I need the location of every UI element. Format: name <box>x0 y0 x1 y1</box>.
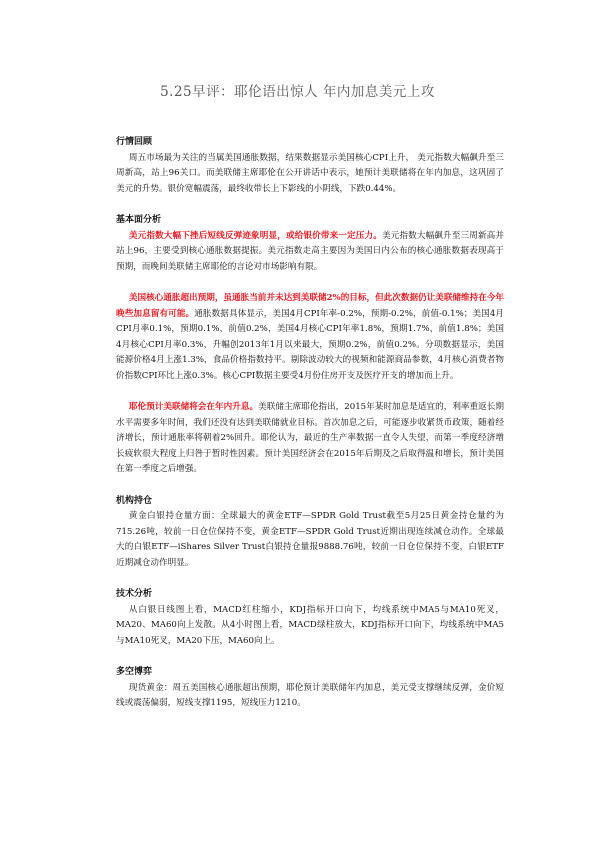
section-long-short-game <box>116 665 504 712</box>
paragraph-text: 周五市场最为关注的当属美国通胀数据，结果数据显示美国核心CPI上升， 美元指数大幅飙升至三周新高，站上96关口。而美联储主席耶伦在公开讲话中表示，她预计美联储将在年内加息，这巩固了美元的升势。银价宽幅震荡，最终收带长上下影线的小阴线，下跌0.44%。 <box>116 152 504 194</box>
paragraph <box>116 151 504 198</box>
paragraph <box>116 681 504 712</box>
section-fundamental-analysis <box>116 213 504 478</box>
paragraph-text: 通胀数据具体显示，美国4月CPI年率-0.2%，预期-0.2%，前值-0.1%；美国4月CPI月率0.1%，预期0.1%，前值0.2%，美国4月核心CPI年率1.8%，预期1.7%，前值1.8%；美国4月核心CPI月率0.3%，升幅创2013年1月以来最大，预期0.2%，前值0.2%。分项数据显示，美国能源价格4月上涨1.3%，食品价格指数持平。剔除波动较大的视频和能源商品参数，4月核心消费者物价指数CPI环比上涨0.3%。核心CPI数据主要受4月份住房开支及医疗开支的增加而上升。 <box>116 308 504 381</box>
paragraph <box>116 291 504 385</box>
paragraph-text: 黄金白银持仓量方面：全球最大的黄金ETF—SPDR Gold Trust截至5月25日黄金持仓量约为715.26吨，较前一日仓位保持不变，黄金ETF—SPDR Gold Trust近期出现连续减仓动作。全球最大的白银ETF—iShares Silver Trust白银持仓量报9888.76吨，较前一日仓位保持不变，白银ETF近期减仓动作明显。 <box>116 511 504 569</box>
paragraph-lead: 美元指数大幅下挫后短线反弹迹象明显，或给银价带来一定压力。 <box>128 230 382 241</box>
paragraph-lead: 耶伦预计美联储将会在年内升息。 <box>128 402 259 413</box>
paragraph <box>116 603 504 650</box>
section-institutional-holdings <box>116 494 504 572</box>
page-title: 5.25早评：耶伦语出惊人 年内加息美元上攻 <box>160 84 435 100</box>
section-heading: 基本面分析 <box>116 214 162 225</box>
section-technical-analysis <box>116 587 504 649</box>
section-market-review <box>116 135 504 197</box>
paragraph <box>116 400 504 478</box>
paragraph-text: 现货黄金：周五美国核心通胀超出预期，耶伦预计美联储年内加息，美元受支撑继续反弹，金价短线或震荡偏弱，短线支撑1195，短线压力1210。 <box>116 682 504 709</box>
paragraph-text: 美元指数大幅飙升至三周新高并站上96，主要受到核心通胀数据提振。美元指数走高主要因为美国日内公布的核心通胀数据表现高于预期，而晚间美联储主席耶伦的言论对市场影响有限。 <box>116 230 504 272</box>
paragraph <box>116 229 504 276</box>
section-heading: 多空博弈 <box>116 667 153 678</box>
document-body <box>116 135 504 712</box>
section-heading: 技术分析 <box>116 589 153 600</box>
section-heading: 行情回顾 <box>116 137 153 147</box>
paragraph-lead: 美国核心通胀超出预期，虽通胀当前并未达到美联储2%的目标，但此次数据仍让美联储维持在今年晚些加息留有可能。 <box>116 292 504 319</box>
paragraph <box>116 509 504 571</box>
paragraph-text: 从白银日线图上看，MACD红柱缩小，KDJ指标开口向下，均线系统中MA5与MA10死叉，MA20、MA60向上发散。从4小时图上看，MACD绿柱放大，KDJ指标开口向下，均线系统中MA5与MA10死叉，MA20下压，MA60向上。 <box>116 604 504 646</box>
section-heading: 机构持仓 <box>116 495 153 506</box>
paragraph-text: 美联储主席耶伦指出，2015年某时加息是适宜的，利率重返长期水平需要多年时间，我们还没有达到美联储就业目标。首次加息之后，可能逐步收紧货币政策，随着经济增长，预计通胀率将朝着2%回升。耶伦认为，最近的生产率数据一直令人失望，而第一季度经济增长疲软很大程度上归咎于暂时性因素。预计美国经济会在2015年后期及之后取得温和增长，预计美国在第一季度之后增强。 <box>116 402 504 475</box>
